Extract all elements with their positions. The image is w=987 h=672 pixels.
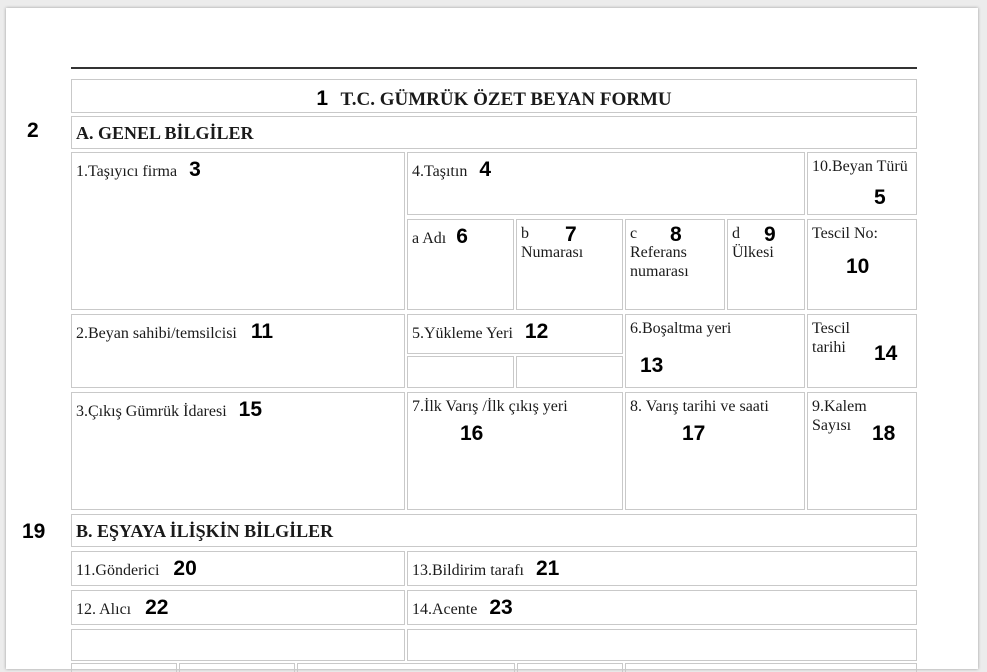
marker-18: 18 [872, 422, 896, 445]
vehicle-country-field[interactable] [727, 219, 805, 310]
marker-19: 19 [22, 520, 46, 543]
item-count-label: 9.Kalem Sayısı [812, 398, 867, 435]
marker-4: 4 [479, 158, 492, 181]
cut-row-d [517, 663, 623, 672]
registration-date-label: Tescil tarihi [812, 320, 850, 357]
vehicle-reference-field[interactable] [625, 219, 725, 310]
marker-7: 7 [565, 223, 577, 246]
unloading-place-label: 6.Boşaltma yeri [630, 320, 732, 337]
registration-no-label: Tescil No: [812, 225, 878, 242]
marker-3: 3 [189, 158, 201, 181]
marker-1: 1 [316, 87, 329, 110]
marker-21: 21 [535, 557, 560, 580]
marker-2: 2 [27, 119, 39, 142]
section-b-heading [71, 514, 917, 547]
vehicle-number-field[interactable] [516, 219, 623, 310]
declarant-field[interactable] [71, 314, 405, 388]
top-rule [71, 67, 917, 69]
vehicle-country-label: d Ülkesi [732, 225, 774, 262]
cut-row-a [71, 663, 177, 672]
marker-12: 12 [524, 320, 549, 343]
first-arrival-field[interactable] [407, 392, 623, 510]
marker-8: 8 [670, 223, 682, 246]
sender-field[interactable] [71, 551, 405, 586]
cut-row-c [297, 663, 515, 672]
section-b-label: B. EŞYAYA İLİŞKİN BİLGİLER [76, 521, 334, 541]
carrier-label: 1.Taşıyıcı firma [76, 163, 178, 180]
vehicle-label: 4.Taşıtın [412, 163, 468, 180]
notify-party-label: 13.Bildirim tarafı [412, 562, 524, 579]
marker-16: 16 [460, 422, 484, 445]
declaration-type-label: 10.Beyan Türü [812, 158, 908, 175]
loading-place-input-a[interactable] [407, 356, 514, 388]
marker-14: 14 [874, 342, 898, 365]
exit-customs-field[interactable] [71, 392, 405, 510]
arrival-datetime-label: 8. Varış tarihi ve saati [630, 398, 769, 415]
agent-label: 14.Acente [412, 601, 478, 618]
marker-10: 10 [846, 255, 870, 278]
marker-20: 20 [173, 557, 197, 580]
exit-customs-label: 3.Çıkış Gümrük İdaresi [76, 403, 227, 420]
sender-label: 11.Gönderici [76, 562, 160, 579]
loading-place-input-b[interactable] [516, 356, 623, 388]
vehicle-name-label: a Adı [412, 230, 447, 247]
unloading-place-field[interactable] [625, 314, 805, 388]
form-title-cell [71, 79, 917, 113]
agent-field[interactable] [407, 590, 917, 625]
loading-place-label: 5.Yükleme Yeri [412, 325, 513, 342]
first-arrival-label: 7.İlk Varış /İlk çıkış yeri [412, 398, 568, 415]
marker-17: 17 [682, 422, 706, 445]
cut-row-e [625, 663, 917, 672]
section-a-label: A. GENEL BİLGİLER [76, 123, 254, 143]
registration-date-field[interactable] [807, 314, 917, 388]
receiver-field[interactable] [71, 590, 405, 625]
receiver-label: 12. Alıcı [76, 601, 132, 618]
marker-13: 13 [640, 354, 664, 377]
empty-row-left[interactable] [71, 629, 405, 661]
marker-23: 23 [489, 596, 513, 619]
marker-11: 11 [250, 320, 274, 343]
section-a-heading [71, 116, 917, 149]
notify-party-field[interactable] [407, 551, 917, 586]
arrival-datetime-field[interactable] [625, 392, 805, 510]
marker-9: 9 [764, 223, 776, 246]
vehicle-number-label: b Numarası [521, 225, 584, 262]
vehicle-name-field[interactable] [407, 219, 514, 310]
marker-6: 6 [456, 225, 468, 248]
declarant-label: 2.Beyan sahibi/temsilcisi [76, 325, 237, 342]
loading-place-field [407, 314, 623, 354]
vehicle-reference-label: c Referans numarası [630, 225, 689, 281]
empty-row-right[interactable] [407, 629, 917, 661]
cut-row-b [179, 663, 295, 672]
registration-no-field[interactable] [807, 219, 917, 310]
marker-5: 5 [874, 186, 886, 209]
item-count-field[interactable] [807, 392, 917, 510]
marker-22: 22 [145, 596, 169, 619]
carrier-field[interactable] [71, 152, 405, 310]
form-title: T.C. GÜMRÜK ÖZET BEYAN FORMU [340, 89, 672, 110]
marker-15: 15 [238, 398, 263, 421]
vehicle-field [407, 152, 805, 215]
declaration-type-field[interactable] [807, 152, 917, 215]
